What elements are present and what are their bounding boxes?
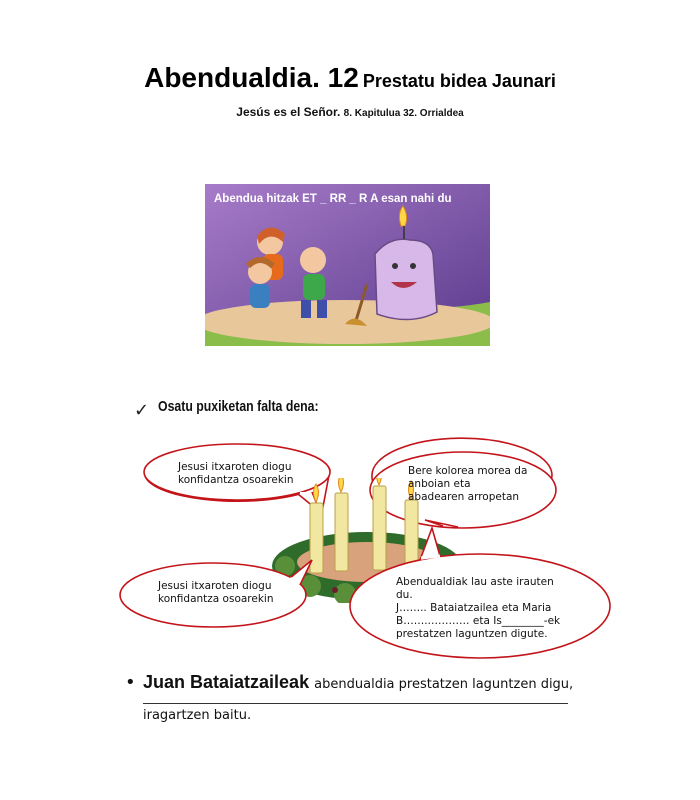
footer-sentence xyxy=(143,672,573,693)
answer-line xyxy=(143,703,568,704)
bubble-text-line: prestatzen laguntzen digute. xyxy=(396,628,548,640)
bubble-top-right-text xyxy=(408,465,527,504)
exercise-instruction: Osatu puxiketan falta dena: xyxy=(158,398,319,415)
title-sub: Prestatu bidea Jaunari xyxy=(362,71,556,91)
bubble-text-line: anboian eta xyxy=(408,478,471,490)
bubble-text-line: abadearen arropetan xyxy=(408,491,520,503)
bubble-text-line: Jesusi itxaroten diogu xyxy=(178,461,292,473)
bubble-bottom-right-text xyxy=(396,576,576,641)
bubble-text-line: Jesusi itxaroten diogu xyxy=(158,580,272,592)
bullet-point: • xyxy=(125,672,136,693)
bubble-text-line: du. xyxy=(396,589,413,601)
subtitle-reference: 8. Kapitulua 32. Orrialdea xyxy=(343,108,464,119)
subtitle-main: Jesús es el Señor. xyxy=(236,105,341,119)
bubble-text-line: J…….. Bataiatzailea eta Maria xyxy=(396,602,552,614)
bubble-text-line: Abendualdiak lau aste irauten xyxy=(396,576,554,588)
bubble-text-line: B…….………… eta Is________-ek xyxy=(396,615,561,627)
bubble-text-line: konfidantza osoarekin xyxy=(158,593,274,605)
bubble-bottom-left-text xyxy=(158,580,274,606)
title-main: Abendualdia. 12 xyxy=(144,62,359,93)
bubble-text-line: konfidantza osoarekin xyxy=(178,474,294,486)
footer-rest-text: abendualdia prestatzen laguntzen digu, xyxy=(314,677,574,692)
bubble-text-line: Bere kolorea morea da xyxy=(408,465,528,477)
footer-line-2: iragartzen baitu. xyxy=(143,708,252,723)
bubble-top-left-text xyxy=(178,461,294,487)
checkmark-icon: ✓ xyxy=(134,400,150,421)
illustration-caption: Abendua hitzak ET _ RR _ R A esan nahi du xyxy=(214,193,452,205)
footer-bold-text: Juan Bataiatzaileak xyxy=(143,672,310,692)
